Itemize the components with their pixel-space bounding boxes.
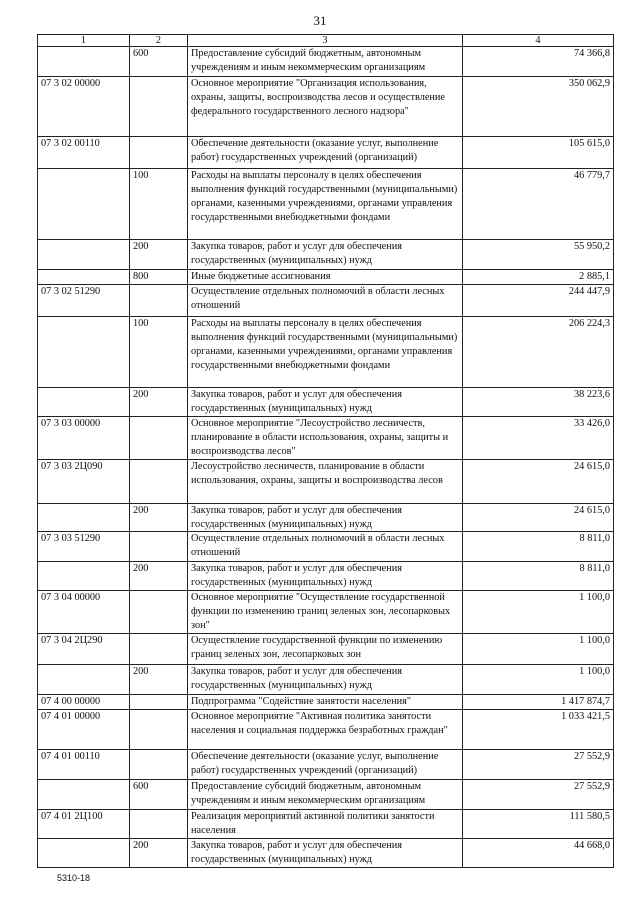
budget-table xyxy=(37,34,614,868)
cell-sum: 105 615,0 xyxy=(463,137,614,169)
cell-target-code xyxy=(38,562,130,591)
cell-name: Обеспечение деятельности (оказание услуг, выполнение работ) государственных учреждений (организаций) xyxy=(188,137,463,169)
cell-expense-type: 800 xyxy=(130,270,188,285)
cell-expense-type xyxy=(130,709,188,749)
cell-sum: 244 447,9 xyxy=(463,284,614,316)
cell-name: Иные бюджетные ассигнования xyxy=(188,270,463,285)
cell-target-code xyxy=(38,503,130,532)
cell-target-code: 07 3 02 51290 xyxy=(38,284,130,316)
cell-target-code: 07 3 04 2Ц290 xyxy=(38,633,130,664)
cell-sum: 1 417 874,7 xyxy=(463,694,614,709)
cell-sum: 350 062,9 xyxy=(463,77,614,137)
cell-sum: 24 615,0 xyxy=(463,503,614,532)
table-row xyxy=(38,749,614,779)
table-row xyxy=(38,169,614,240)
cell-sum: 8 811,0 xyxy=(463,532,614,562)
cell-expense-type: 600 xyxy=(130,47,188,77)
cell-target-code xyxy=(38,270,130,285)
table-row xyxy=(38,387,614,416)
cell-target-code xyxy=(38,316,130,387)
cell-name: Расходы на выплаты персоналу в целях обеспечения выполнения функций государственными (муниципальными) органами, казенными учреждениями, органами управления государственными внебюджетными фондами xyxy=(188,316,463,387)
cell-name: Основное мероприятие "Организация использования, охраны, защиты, воспроизводства лесов и осуществление федерального государственного лесного надзора" xyxy=(188,77,463,137)
cell-sum: 8 811,0 xyxy=(463,562,614,591)
cell-sum: 27 552,9 xyxy=(463,749,614,779)
table-row xyxy=(38,633,614,664)
cell-expense-type: 100 xyxy=(130,169,188,240)
cell-expense-type: 600 xyxy=(130,779,188,809)
table-row xyxy=(38,503,614,532)
cell-expense-type: 200 xyxy=(130,562,188,591)
table-row xyxy=(38,316,614,387)
cell-target-code xyxy=(38,779,130,809)
cell-name: Обеспечение деятельности (оказание услуг, выполнение работ) государственных учреждений (организаций) xyxy=(188,749,463,779)
cell-name: Лесоустройство лесничеств, планирование в области использования, охраны, защиты и воспроизводства лесов xyxy=(188,459,463,503)
table-row xyxy=(38,591,614,634)
cell-sum: 46 779,7 xyxy=(463,169,614,240)
cell-sum: 1 033 421,5 xyxy=(463,709,614,749)
cell-name: Закупка товаров, работ и услуг для обеспечения государственных (муниципальных) нужд xyxy=(188,240,463,270)
cell-name: Осуществление государственной функции по изменению границ зеленых зон, лесопарковых зон xyxy=(188,633,463,664)
cell-sum: 38 223,6 xyxy=(463,387,614,416)
cell-expense-type: 200 xyxy=(130,838,188,867)
cell-target-code: 07 3 03 2Ц090 xyxy=(38,459,130,503)
cell-sum: 55 950,2 xyxy=(463,240,614,270)
table-row xyxy=(38,240,614,270)
cell-expense-type xyxy=(130,749,188,779)
cell-name: Закупка товаров, работ и услуг для обеспечения государственных (муниципальных) нужд xyxy=(188,664,463,694)
cell-target-code: 07 4 01 00000 xyxy=(38,709,130,749)
table-row xyxy=(38,709,614,749)
cell-expense-type xyxy=(130,694,188,709)
cell-expense-type: 200 xyxy=(130,387,188,416)
cell-sum: 24 615,0 xyxy=(463,459,614,503)
table-row xyxy=(38,838,614,867)
cell-name: Закупка товаров, работ и услуг для обеспечения государственных (муниципальных) нужд xyxy=(188,503,463,532)
table-row xyxy=(38,47,614,77)
table-row xyxy=(38,77,614,137)
cell-expense-type xyxy=(130,532,188,562)
cell-name: Подпрограмма "Содействие занятости населения" xyxy=(188,694,463,709)
cell-target-code: 07 3 03 00000 xyxy=(38,416,130,459)
cell-name: Основное мероприятие "Активная политика занятости населения и социальная поддержка безработных граждан" xyxy=(188,709,463,749)
cell-expense-type xyxy=(130,809,188,838)
table-row xyxy=(38,664,614,694)
cell-target-code xyxy=(38,240,130,270)
cell-expense-type xyxy=(130,284,188,316)
cell-name: Закупка товаров, работ и услуг для обеспечения государственных (муниципальных) нужд xyxy=(188,838,463,867)
cell-target-code: 07 3 04 00000 xyxy=(38,591,130,634)
cell-sum: 2 885,1 xyxy=(463,270,614,285)
cell-expense-type: 200 xyxy=(130,664,188,694)
cell-expense-type xyxy=(130,459,188,503)
cell-name: Предоставление субсидий бюджетным, автономным учреждениям и иным некоммерческим организациям xyxy=(188,779,463,809)
cell-expense-type: 100 xyxy=(130,316,188,387)
cell-name: Реализация мероприятий активной политики занятости населения xyxy=(188,809,463,838)
cell-name: Основное мероприятие "Осуществление государственной функции по изменению границ зеленых зон, лесопарковых зон" xyxy=(188,591,463,634)
cell-name: Расходы на выплаты персоналу в целях обеспечения выполнения функций государственными (муниципальными) органами, казенными учреждениями, органами управления государственными внебюджетными фондами xyxy=(188,169,463,240)
cell-target-code: 07 4 01 2Ц100 xyxy=(38,809,130,838)
table-row xyxy=(38,562,614,591)
cell-expense-type: 200 xyxy=(130,503,188,532)
table-row xyxy=(38,137,614,169)
cell-target-code: 07 4 01 00110 xyxy=(38,749,130,779)
cell-target-code xyxy=(38,387,130,416)
footer-code: 5310-18 xyxy=(57,873,91,883)
table-row xyxy=(38,284,614,316)
cell-name: Предоставление субсидий бюджетным, автономным учреждениям и иным некоммерческим организациям xyxy=(188,47,463,77)
cell-sum: 1 100,0 xyxy=(463,633,614,664)
table-row xyxy=(38,779,614,809)
cell-name: Закупка товаров, работ и услуг для обеспечения государственных (муниципальных) нужд xyxy=(188,387,463,416)
cell-sum: 1 100,0 xyxy=(463,591,614,634)
table-body xyxy=(38,47,614,868)
column-header-code: 1 xyxy=(38,35,130,47)
column-header-sum: 4 xyxy=(463,35,614,47)
cell-expense-type xyxy=(130,137,188,169)
table-row xyxy=(38,532,614,562)
column-header-expense-type: 2 xyxy=(130,35,188,47)
cell-target-code: 07 3 03 51290 xyxy=(38,532,130,562)
cell-expense-type xyxy=(130,416,188,459)
page-number: 31 xyxy=(313,13,327,28)
cell-expense-type xyxy=(130,633,188,664)
cell-target-code: 07 3 02 00000 xyxy=(38,77,130,137)
cell-sum: 44 668,0 xyxy=(463,838,614,867)
cell-sum: 1 100,0 xyxy=(463,664,614,694)
table-row xyxy=(38,694,614,709)
cell-target-code: 07 3 02 00110 xyxy=(38,137,130,169)
cell-target-code xyxy=(38,47,130,77)
cell-sum: 27 552,9 xyxy=(463,779,614,809)
cell-sum: 33 426,0 xyxy=(463,416,614,459)
table-row xyxy=(38,416,614,459)
cell-expense-type: 200 xyxy=(130,240,188,270)
cell-name: Основное мероприятие "Лесоустройство лесничеств, планирование в области использования, охраны, защиты и воспроизводства лесов" xyxy=(188,416,463,459)
table-row xyxy=(38,270,614,285)
table-row xyxy=(38,459,614,503)
cell-name: Осуществление отдельных полномочий в области лесных отношений xyxy=(188,532,463,562)
cell-expense-type xyxy=(130,77,188,137)
cell-sum: 74 366,8 xyxy=(463,47,614,77)
cell-target-code xyxy=(38,664,130,694)
cell-name: Закупка товаров, работ и услуг для обеспечения государственных (муниципальных) нужд xyxy=(188,562,463,591)
cell-sum: 206 224,3 xyxy=(463,316,614,387)
column-header-name: 3 xyxy=(188,35,463,47)
cell-expense-type xyxy=(130,591,188,634)
cell-target-code: 07 4 00 00000 xyxy=(38,694,130,709)
cell-name: Осуществление отдельных полномочий в области лесных отношений xyxy=(188,284,463,316)
header-row xyxy=(38,35,614,47)
cell-sum: 111 580,5 xyxy=(463,809,614,838)
table-row xyxy=(38,809,614,838)
cell-target-code xyxy=(38,169,130,240)
cell-target-code xyxy=(38,838,130,867)
